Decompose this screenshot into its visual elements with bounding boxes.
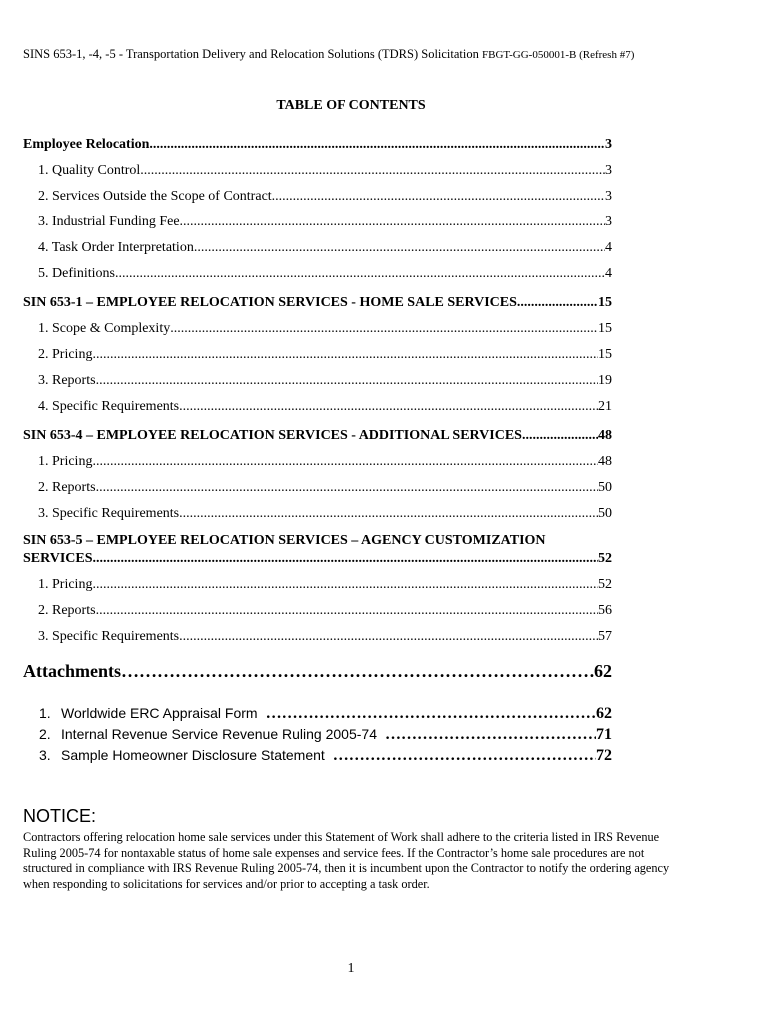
page-number: 1 xyxy=(347,961,355,976)
toc-item-label: 2. Reports xyxy=(38,479,96,495)
toc-section-title: SIN 653-1 – EMPLOYEE RELOCATION SERVICES - HOME SALE SERVICES xyxy=(23,295,517,311)
toc-page-number: 56 xyxy=(598,602,612,618)
toc-item-label: 1. Pricing xyxy=(38,577,93,593)
attachment-label: Worldwide ERC Appraisal Form xyxy=(61,705,258,722)
toc-page-number: 50 xyxy=(598,505,612,521)
toc-section-sin-653-4[interactable] xyxy=(23,423,612,449)
toc-item-label: 1. Scope & Complexity xyxy=(38,321,171,337)
toc-page-number: 3 xyxy=(605,163,612,178)
notice-title: NOTICE: xyxy=(23,806,97,826)
dot-leader xyxy=(517,296,598,310)
toc-item[interactable] xyxy=(23,501,612,527)
toc-page-number: 21 xyxy=(598,398,612,414)
dot-leader xyxy=(121,661,594,682)
toc-item[interactable] xyxy=(23,572,612,598)
dot-leader xyxy=(385,726,596,744)
toc-item[interactable] xyxy=(23,624,612,650)
toc-page-number: 71 xyxy=(596,726,612,744)
attachment-number: 2. xyxy=(39,726,51,743)
dot-leader xyxy=(179,630,598,644)
toc-item[interactable] xyxy=(23,316,612,342)
toc-section-employee-relocation[interactable] xyxy=(23,132,612,158)
dot-leader xyxy=(115,267,605,281)
dot-leader xyxy=(333,747,596,765)
toc-page-number: 52 xyxy=(598,551,612,567)
toc-item-label: 2. Services Outside the Scope of Contract xyxy=(38,188,272,204)
toc-page-number: 19 xyxy=(598,372,612,388)
toc-page-number: 4 xyxy=(605,240,612,256)
toc-page-number: 52 xyxy=(598,577,612,593)
header-doc-id: FBGT-GG-050001-B (Refresh #7) xyxy=(482,49,635,61)
toc-item[interactable] xyxy=(23,368,612,394)
toc-page-number: 3 xyxy=(605,188,612,204)
toc-page-number: 4 xyxy=(605,265,612,281)
dot-leader xyxy=(522,429,598,443)
toc-page-number: 50 xyxy=(598,479,612,495)
dot-leader xyxy=(170,322,598,336)
toc-item-label: 1. Pricing xyxy=(38,454,93,470)
toc-item-label: 3. Reports xyxy=(38,372,96,388)
attachments-title: Attachments xyxy=(23,661,121,682)
toc-page-number: 48 xyxy=(598,428,612,444)
toc-item[interactable] xyxy=(23,342,612,368)
toc-page-number: 62 xyxy=(596,705,612,723)
toc-item-label: 4. Specific Requirements xyxy=(38,398,180,414)
toc-page-number: 15 xyxy=(598,347,612,363)
toc-item-label: 2. Reports xyxy=(38,602,96,618)
dot-leader xyxy=(93,552,598,566)
toc-page-number: 3 xyxy=(605,137,612,152)
toc-item-label: 5. Definitions xyxy=(38,265,115,281)
dot-leader xyxy=(179,400,598,414)
dot-leader xyxy=(92,455,598,469)
attachment-number: 1. xyxy=(39,705,51,722)
toc-section-title: SERVICES xyxy=(23,551,93,567)
attachments-list xyxy=(23,705,612,768)
dot-leader xyxy=(272,190,605,204)
attachment-item[interactable] xyxy=(23,747,612,768)
toc-page-number: 72 xyxy=(596,747,612,765)
dot-leader xyxy=(96,374,598,388)
toc-section-title: SIN 653-4 – EMPLOYEE RELOCATION SERVICES - ADDITIONAL SERVICES xyxy=(23,428,522,444)
toc-section-sin-653-5[interactable] xyxy=(23,532,612,572)
toc-page-number: 15 xyxy=(598,321,612,337)
dot-leader xyxy=(96,604,598,618)
attachment-label: Internal Revenue Service Revenue Ruling 2005-74 xyxy=(61,726,377,743)
toc-item[interactable] xyxy=(23,475,612,501)
toc-attachments-heading[interactable] xyxy=(23,661,612,695)
toc-item[interactable] xyxy=(23,184,612,210)
toc-item-label: 4. Task Order Interpretation xyxy=(38,240,194,256)
toc-item-label: 1. Quality Control xyxy=(38,163,141,178)
dot-leader xyxy=(180,215,605,229)
toc-item[interactable] xyxy=(23,598,612,624)
toc-item-label: 3. Industrial Funding Fee xyxy=(38,214,180,230)
toc-section-title: SIN 653-5 – EMPLOYEE RELOCATION SERVICES – AGENCY CUSTOMIZATION xyxy=(23,533,546,549)
toc-page-number: 62 xyxy=(594,661,612,682)
attachment-item[interactable] xyxy=(23,726,612,747)
dot-leader xyxy=(179,507,598,521)
toc-item[interactable] xyxy=(23,235,612,261)
toc-section-sin-653-1[interactable] xyxy=(23,290,612,316)
toc-title: TABLE OF CONTENTS xyxy=(276,98,426,113)
toc-page-number: 3 xyxy=(605,214,612,230)
dot-leader xyxy=(149,138,605,152)
toc-page-number: 48 xyxy=(598,454,612,470)
attachment-label: Sample Homeowner Disclosure Statement xyxy=(61,747,325,764)
toc-item-label: 3. Specific Requirements xyxy=(38,505,180,521)
notice-body: Contractors offering relocation home sale services under this Statement of Work shall adhere to the criteria listed in IRS Revenue Ruling 2005-74 for nontaxable status of home sale expenses and service fees. If the Contractor’s home sale procedures are not structured in compliance with IRS Revenue Ruling 2005-74, then it is incumbent upon the Contractor to notify the ordering agency when responding to solicitations for services and/or prior to accepting a task order. xyxy=(23,830,670,891)
toc-item-label: 2. Pricing xyxy=(38,347,93,363)
toc-item[interactable] xyxy=(23,394,612,420)
dot-leader xyxy=(96,481,598,495)
dot-leader xyxy=(194,241,605,255)
toc-page-number: 57 xyxy=(598,628,612,644)
toc-item[interactable] xyxy=(23,209,612,235)
dot-leader xyxy=(92,578,598,592)
toc-item[interactable] xyxy=(23,449,612,475)
toc-item-label: 3. Specific Requirements xyxy=(38,628,180,644)
toc-page-number: 15 xyxy=(598,295,612,311)
toc-section-title-line2 xyxy=(23,550,612,572)
toc-section-title: Employee Relocation xyxy=(23,137,150,152)
dot-leader xyxy=(92,348,598,362)
dot-leader xyxy=(266,705,596,723)
dot-leader xyxy=(140,164,605,178)
toc-item[interactable] xyxy=(23,261,612,287)
attachment-item[interactable] xyxy=(23,705,612,726)
table-of-contents xyxy=(23,132,612,768)
attachment-number: 3. xyxy=(39,747,51,764)
header-text: SINS 653-1, -4, -5 - Transportation Delivery and Relocation Solutions (TDRS) Solicitation xyxy=(23,47,479,61)
page-header xyxy=(23,47,634,62)
toc-item[interactable] xyxy=(23,158,612,184)
